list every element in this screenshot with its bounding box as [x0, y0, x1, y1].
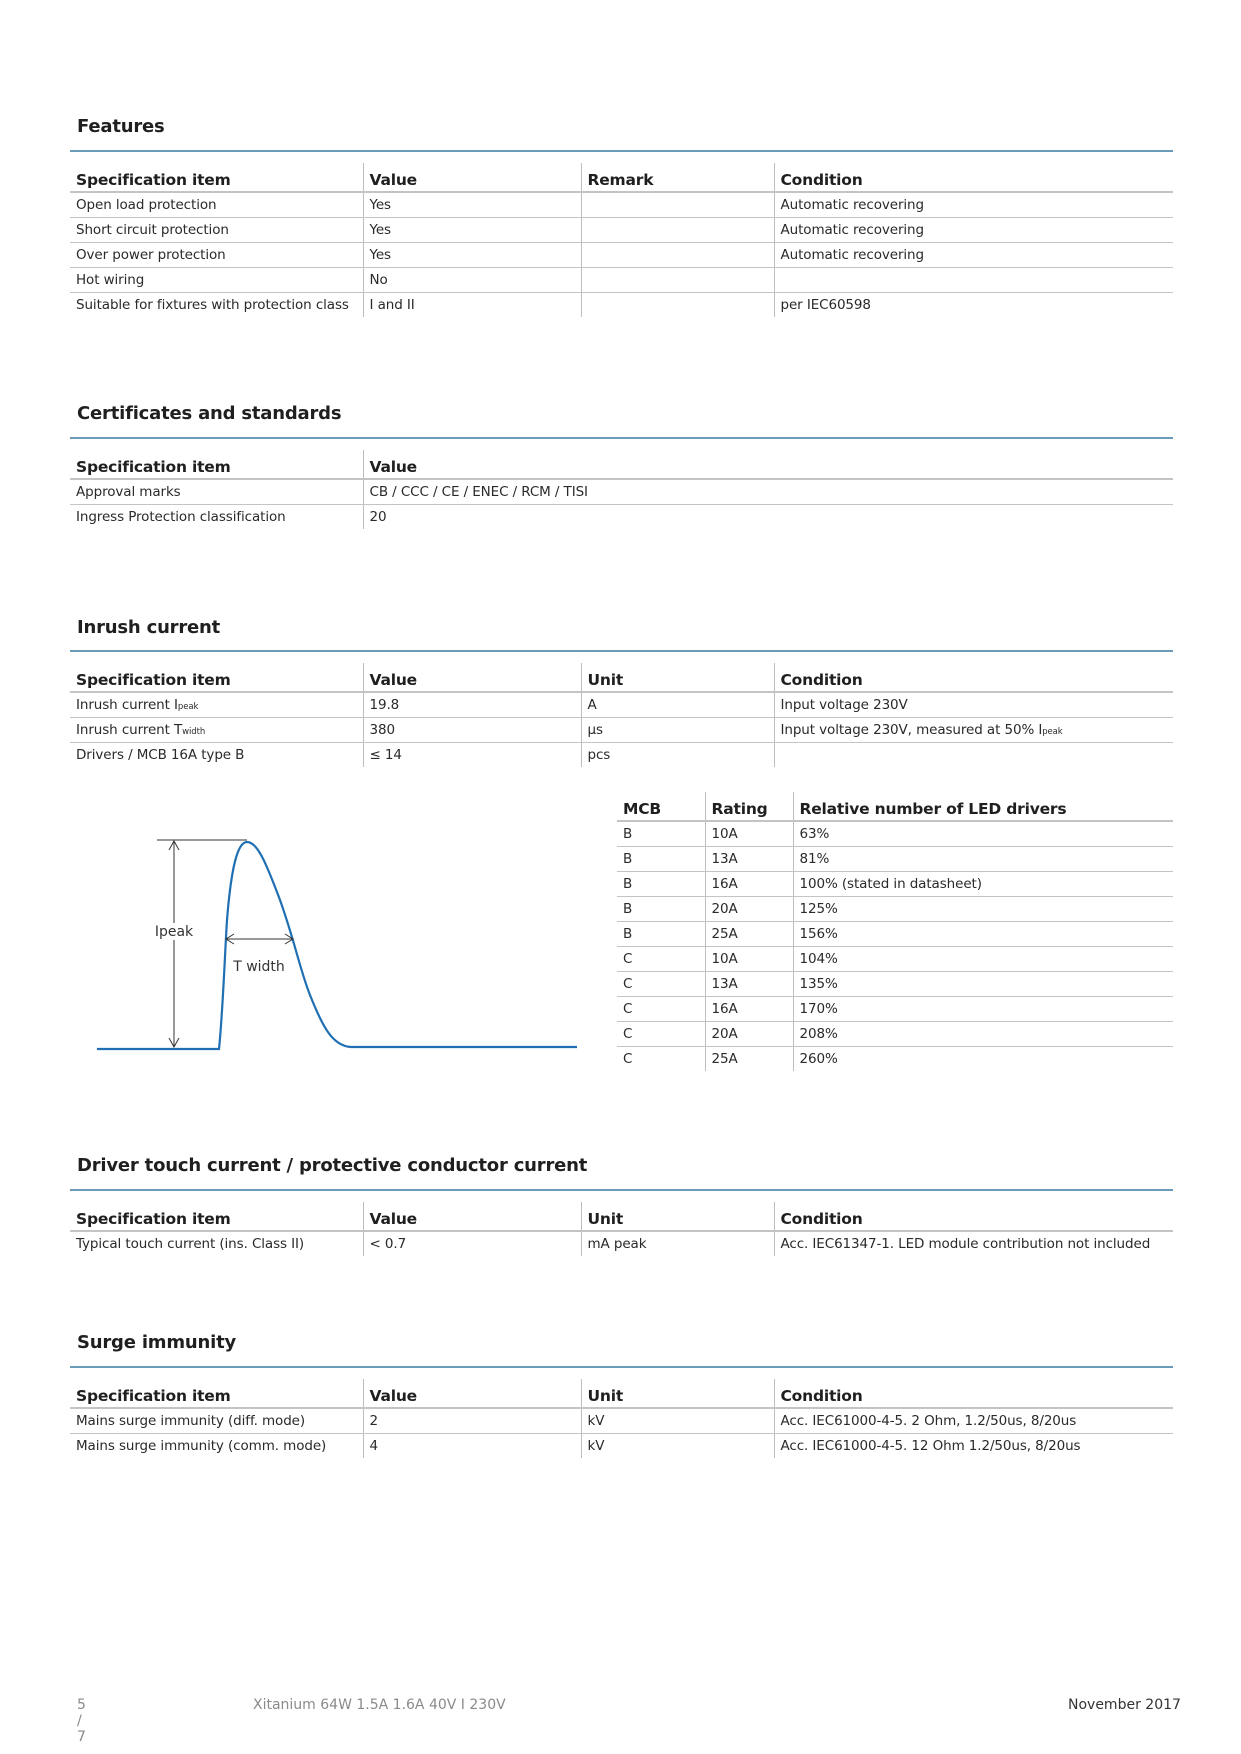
cell: Yes	[363, 218, 581, 243]
table-row	[70, 743, 1173, 768]
section-title: Surge immunity	[77, 1332, 237, 1353]
section-title: Certificates and standards	[77, 403, 342, 424]
cell: CB / CCC / CE / ENEC / RCM / TISI	[363, 479, 1173, 505]
col-header: Specification item	[70, 1202, 363, 1231]
cell: 16A	[705, 872, 793, 897]
cell: 81%	[793, 847, 1173, 872]
cell: Automatic recovering	[774, 243, 1173, 268]
col-header: Value	[363, 663, 581, 692]
cell-text: Inrush current T	[76, 722, 183, 738]
cell: 19.8	[363, 692, 581, 718]
col-header: Relative number of LED drivers	[793, 792, 1173, 821]
cell: 20A	[705, 1022, 793, 1047]
table-row	[617, 972, 1173, 997]
certificates-table	[70, 450, 1173, 529]
col-header: Condition	[774, 163, 1173, 192]
cell: Ingress Protection classification	[76, 509, 286, 525]
table-row	[617, 1047, 1173, 1072]
cell: A	[581, 692, 774, 718]
cell: 135%	[793, 972, 1173, 997]
table-row	[70, 243, 1173, 268]
cell: Short circuit protection	[70, 218, 363, 243]
section-rule	[70, 150, 1173, 152]
col-header: Condition	[774, 1379, 1173, 1408]
cell	[581, 218, 774, 243]
cell: Automatic recovering	[774, 192, 1173, 218]
cell	[581, 243, 774, 268]
features-table	[70, 163, 1173, 317]
table-row	[617, 847, 1173, 872]
table-row	[70, 1434, 1173, 1459]
document-date: November 2017	[1068, 1697, 1181, 1713]
cell: 156%	[793, 922, 1173, 947]
cell: 25A	[705, 1047, 793, 1072]
col-header: Value	[363, 163, 581, 192]
cell	[70, 692, 363, 718]
cell: Over power protection	[70, 243, 363, 268]
subscript: peak	[1042, 727, 1063, 737]
cell: C	[623, 1051, 633, 1067]
table-row	[617, 947, 1173, 972]
cell	[774, 692, 1173, 718]
section-rule	[70, 650, 1173, 652]
table-row	[70, 268, 1173, 293]
cell: Mains surge immunity (comm. mode)	[76, 1438, 327, 1454]
cell: 260%	[793, 1047, 1173, 1072]
cell: 13A	[705, 972, 793, 997]
table-row	[70, 218, 1173, 243]
table-row	[617, 997, 1173, 1022]
cell	[774, 718, 1173, 743]
cell	[70, 718, 363, 743]
cell: B	[617, 847, 705, 872]
cell	[70, 743, 363, 768]
table-row	[70, 1231, 1173, 1256]
cell: C	[617, 972, 705, 997]
section-rule	[70, 1189, 1173, 1191]
cell: 4	[363, 1434, 581, 1459]
cell: < 0.7	[363, 1231, 581, 1256]
cell: Suitable for fixtures with protection class	[76, 297, 349, 313]
cell: Acc. IEC61000-4-5. 2 Ohm, 1.2/50us, 8/20us	[774, 1408, 1173, 1434]
cell: B	[617, 872, 705, 897]
ipeak-label: Ipeak	[154, 924, 194, 940]
inrush-waveform-diagram	[95, 830, 585, 1075]
cell: I and II	[363, 293, 581, 318]
inrush-table	[70, 663, 1173, 767]
col-header: Unit	[581, 1379, 774, 1408]
cell-text: Input voltage 230V, measured at 50% I	[780, 722, 1043, 738]
cell-text: Inrush current I	[76, 697, 178, 713]
col-header: Value	[363, 1202, 581, 1231]
cell: Hot wiring	[70, 268, 363, 293]
cell: B	[617, 897, 705, 922]
table-row	[70, 293, 1173, 318]
cell: Acc. IEC61000-4-5. 12 Ohm 1.2/50us, 8/20us	[774, 1434, 1173, 1459]
cell: C	[617, 1022, 705, 1047]
col-header: Unit	[581, 1202, 774, 1231]
cell: C	[617, 997, 705, 1022]
cell: kV	[581, 1408, 774, 1434]
cell: No	[363, 268, 581, 293]
section-rule	[70, 437, 1173, 439]
table-row	[617, 872, 1173, 897]
col-header: Rating	[705, 792, 793, 821]
col-header: Unit	[581, 663, 774, 692]
cell: 2	[363, 1408, 581, 1434]
cell: ≤ 14	[363, 743, 581, 768]
table-row	[70, 505, 1173, 530]
subscript: width	[182, 727, 206, 737]
cell: 20	[363, 505, 1173, 530]
col-header: Value	[363, 1379, 581, 1408]
cell: Yes	[363, 192, 581, 218]
cell: 16A	[705, 997, 793, 1022]
cell: per IEC60598	[774, 293, 1173, 318]
surge-table	[70, 1379, 1173, 1458]
cell: B	[617, 922, 705, 947]
cell	[581, 192, 774, 218]
table-row	[617, 897, 1173, 922]
table-row	[70, 1408, 1173, 1434]
twidth-label: T width	[233, 959, 285, 975]
cell: Open load protection	[70, 192, 363, 218]
col-header: Value	[363, 450, 1173, 479]
section-title: Features	[77, 116, 165, 137]
col-header: Specification item	[70, 663, 363, 692]
cell: Typical touch current (ins. Class II)	[76, 1236, 305, 1252]
col-header: Specification item	[70, 450, 363, 479]
touch-current-table	[70, 1202, 1173, 1256]
cell: Automatic recovering	[774, 218, 1173, 243]
col-header: MCB	[617, 792, 705, 821]
table-row	[617, 922, 1173, 947]
cell: µs	[581, 718, 774, 743]
cell: 380	[363, 718, 581, 743]
page-number: 5 / 7	[77, 1697, 86, 1745]
cell: 10A	[705, 947, 793, 972]
product-name: Xitanium 64W 1.5A 1.6A 40V I 230V	[253, 1697, 506, 1713]
col-header: Condition	[774, 1202, 1173, 1231]
mcb-table	[617, 792, 1173, 1071]
cell: B	[617, 821, 705, 847]
table-row	[617, 821, 1173, 847]
cell: 104%	[793, 947, 1173, 972]
section-rule	[70, 1366, 1173, 1368]
cell: 10A	[705, 821, 793, 847]
col-header: Specification item	[70, 163, 363, 192]
section-title: Driver touch current / protective conductor current	[77, 1155, 588, 1176]
cell: 13A	[705, 847, 793, 872]
cell: 125%	[793, 897, 1173, 922]
cell-text: Input voltage 230V	[780, 697, 908, 713]
cell: 208%	[793, 1022, 1173, 1047]
cell: C	[617, 947, 705, 972]
cell: pcs	[581, 743, 774, 768]
cell: Yes	[363, 243, 581, 268]
table-row	[70, 692, 1173, 718]
subscript: peak	[177, 702, 199, 712]
cell: mA peak	[581, 1231, 774, 1256]
cell: 25A	[705, 922, 793, 947]
cell: Mains surge immunity (diff. mode)	[70, 1408, 363, 1434]
cell: 20A	[705, 897, 793, 922]
cell: 63%	[793, 821, 1173, 847]
table-row	[70, 192, 1173, 218]
col-header: Remark	[581, 163, 774, 192]
col-header: Condition	[774, 663, 1173, 692]
col-header: Specification item	[70, 1379, 363, 1408]
cell-text: Drivers / MCB 16A type B	[76, 747, 245, 763]
cell	[581, 293, 774, 318]
table-row	[617, 1022, 1173, 1047]
cell: kV	[581, 1434, 774, 1459]
table-row	[70, 718, 1173, 743]
cell: Approval marks	[70, 479, 363, 505]
cell: 100% (stated in datasheet)	[793, 872, 1173, 897]
cell: Acc. IEC61347-1. LED module contribution not included	[774, 1231, 1173, 1256]
cell: 170%	[793, 997, 1173, 1022]
cell	[581, 268, 774, 293]
cell	[774, 268, 1173, 293]
table-row	[70, 479, 1173, 505]
section-title: Inrush current	[77, 617, 221, 638]
cell	[774, 743, 1173, 768]
